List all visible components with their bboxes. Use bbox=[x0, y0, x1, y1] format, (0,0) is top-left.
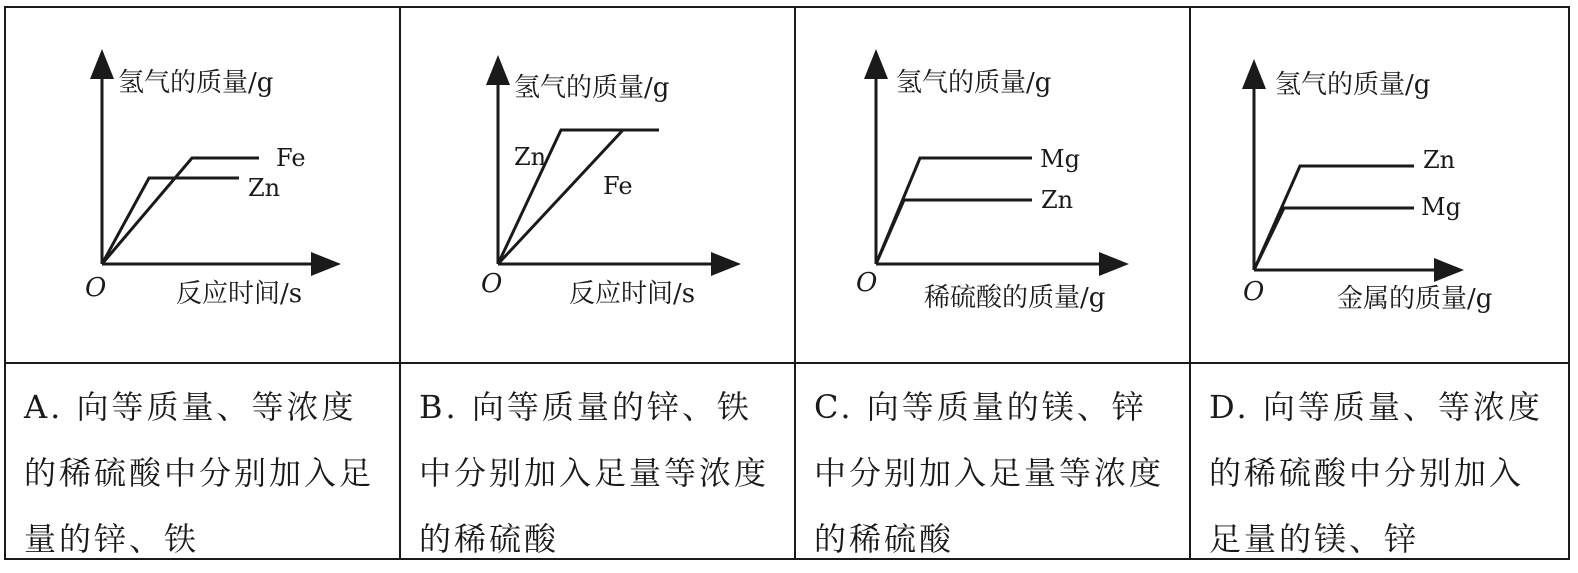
series-label-zn: Zn bbox=[248, 174, 281, 202]
origin-label: O bbox=[481, 269, 503, 299]
series-label-fe: Fe bbox=[276, 144, 306, 172]
graph-c-svg bbox=[796, 8, 1189, 362]
y-axis-label: 氢气的质量/g bbox=[1275, 70, 1431, 100]
series-label-mg: Mg bbox=[1040, 145, 1080, 173]
series-lines bbox=[102, 158, 259, 264]
series-label-mg: Mg bbox=[1421, 193, 1461, 221]
x-axis-label: 金属的质量/g bbox=[1337, 284, 1493, 314]
y-axis-label: 氢气的质量/g bbox=[118, 68, 274, 98]
option-a-text: A. 向等质量、等浓度的稀硫酸中分别加入足量的锌、铁 bbox=[24, 388, 375, 558]
series-label-zn: Zn bbox=[1041, 186, 1074, 214]
graph-d bbox=[1191, 8, 1568, 362]
series-label-zn: Zn bbox=[1423, 146, 1456, 174]
option-c-text: C. 向等质量的镁、锌中分别加入足量等浓度的稀硫酸 bbox=[814, 388, 1165, 558]
x-axis-label: 稀硫酸的质量/g bbox=[924, 283, 1106, 313]
x-axis-label: 反应时间/s bbox=[569, 279, 696, 309]
x-axis-label: 反应时间/s bbox=[176, 279, 303, 309]
series-zn-line bbox=[102, 178, 239, 264]
series-label-fe: Fe bbox=[603, 172, 633, 200]
origin-label: O bbox=[85, 273, 107, 303]
y-axis-label: 氢气的质量/g bbox=[514, 73, 670, 103]
series-zn-line bbox=[876, 200, 1032, 264]
option-b-text: B. 向等质量的锌、铁中分别加入足量等浓度的稀硫酸 bbox=[419, 388, 770, 558]
graph-c bbox=[796, 8, 1189, 362]
series-fe-line bbox=[102, 158, 259, 264]
graph-d-svg bbox=[1191, 8, 1568, 362]
question-table bbox=[4, 6, 1570, 560]
graph-b-svg bbox=[401, 8, 794, 362]
row-divider bbox=[6, 362, 1568, 364]
graph-b bbox=[401, 8, 794, 362]
option-d-text: D. 向等质量、等浓度的稀硫酸中分别加入足量的镁、锌 bbox=[1209, 388, 1543, 558]
y-axis-label: 氢气的质量/g bbox=[896, 68, 1052, 98]
series-label-zn: Zn bbox=[514, 143, 547, 171]
origin-label: O bbox=[856, 268, 878, 298]
graph-a-svg bbox=[6, 8, 399, 362]
series-mg-line bbox=[1254, 208, 1414, 270]
series-lines bbox=[1254, 166, 1414, 270]
origin-label: O bbox=[1243, 277, 1265, 307]
series-lines bbox=[876, 158, 1032, 264]
graph-a bbox=[6, 8, 399, 362]
